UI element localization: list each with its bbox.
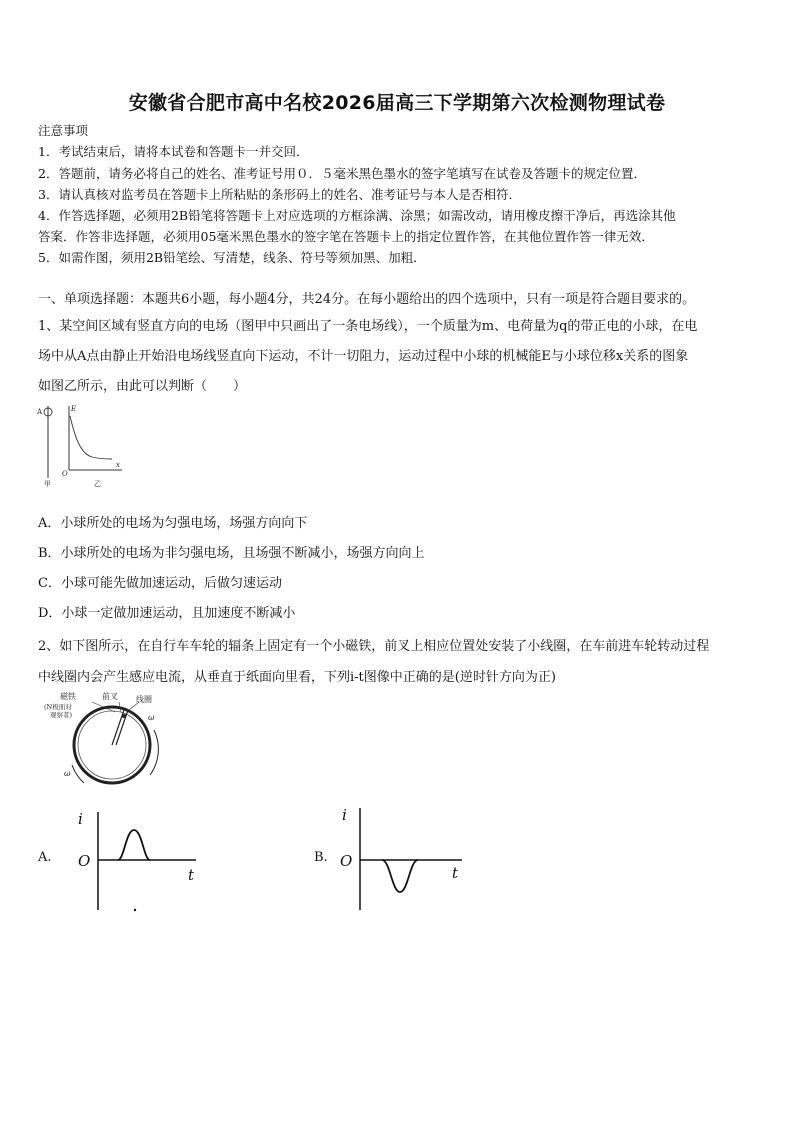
option-d: D．小球一定做加速运动，且加速度不断减小 bbox=[38, 606, 296, 621]
question-1-figure bbox=[34, 400, 144, 492]
question-1-line: 如图乙所示，由此可以判断（ ） bbox=[38, 379, 247, 394]
answer-b-graph bbox=[330, 800, 470, 915]
page-title: 安徽省合肥市高中名校2026届高三下学期第六次检测物理试卷 bbox=[128, 92, 666, 114]
question-1-line: 场中从A点由静止开始沿电场线竖直向下运动，不计一切阻力，运动过程中小球的机械能E与小球位移x关系的图象 bbox=[38, 349, 689, 364]
origin-label: O bbox=[78, 852, 91, 870]
current-pulse-negative bbox=[382, 860, 418, 892]
question-2-line: 2、如下图所示，在自行车车轮的辐条上固定有一个小磁铁，前叉上相应位置处安装了小线圈，在车前进车轮转动过程 bbox=[38, 639, 710, 654]
magnet-note-2: 观察者) bbox=[50, 711, 73, 719]
omega-label-left: ω bbox=[64, 769, 71, 778]
bicycle-wheel-figure bbox=[32, 690, 167, 790]
notice-heading: 注意事项 bbox=[38, 123, 89, 138]
notice-item: 3．请认真核对监考员在答题卡上所粘贴的条形码上的姓名、准考证号与本人是否相符． bbox=[38, 187, 521, 202]
option-b: B．小球所处的电场为非匀强电场，且场强不断减小，场强方向向上 bbox=[38, 546, 425, 561]
figure-jia-label: 甲 bbox=[44, 480, 51, 488]
origin-label: O bbox=[340, 852, 353, 870]
origin-label: O bbox=[62, 470, 68, 478]
fork-label: 前叉 bbox=[102, 692, 118, 701]
notice-item: 4．作答选择题，必须用2B铅笔将答题卡上对应选项的方框涂满、涂黑；如需改动，请用橡皮擦干净后，再选涂其他 bbox=[38, 208, 676, 223]
notice-item: 1．考试结束后，请将本试卷和答题卡一并交回． bbox=[38, 144, 309, 159]
axis-i-label: i bbox=[342, 806, 347, 824]
answer-a-label: A. bbox=[38, 850, 52, 865]
option-a: A．小球所处的电场为匀强电场，场强方向向下 bbox=[38, 516, 308, 531]
question-2-line: 中线圈内会产生感应电流，从垂直于纸面向里看，下列i-t图像中正确的是(逆时针方向为正) bbox=[38, 670, 556, 685]
magnet-note-1: (N极面对 bbox=[44, 703, 72, 711]
point-a-label: A bbox=[37, 408, 43, 416]
question-1-line: 1、某空间区域有竖直方向的电场（图甲中只画出了一条电场线），一个质量为m、电荷量为q的带正电的小球，在电 bbox=[38, 319, 698, 334]
axis-i-label: i bbox=[78, 810, 83, 828]
magnet-label: 磁铁 bbox=[60, 692, 76, 701]
axis-t-label: t bbox=[188, 866, 195, 884]
figure-yi-label: 乙 bbox=[94, 480, 101, 488]
axis-x-label: x bbox=[116, 461, 120, 469]
answer-a-graph bbox=[66, 800, 206, 915]
current-pulse-positive bbox=[118, 830, 150, 860]
section-heading: 一、单项选择题：本题共6小题，每小题4分，共24分。在每小题给出的四个选项中，只有一项是符合题目要求的。 bbox=[38, 292, 696, 307]
notice-item: 答案．作答非选择题，必须用05毫米黑色墨水的签字笔在答题卡上的指定位置作答，在其他位置作答一律无效． bbox=[38, 229, 654, 244]
coil-label: 线圈 bbox=[136, 695, 152, 704]
notice-item: 5．如需作图，须用2B铅笔绘、写清楚，线条、符号等须加黑、加粗． bbox=[38, 250, 426, 265]
option-c: C．小球可能先做加速运动，后做匀速运动 bbox=[38, 576, 282, 591]
notice-item: 2．答题前，请务必将自己的姓名、准考证号用０．５毫米黑色墨水的签字笔填写在试卷及答题卡的规定位置． bbox=[38, 166, 646, 181]
omega-label-right: ω bbox=[148, 713, 155, 722]
axis-t-label: t bbox=[452, 864, 459, 882]
axis-e-label: E bbox=[71, 405, 77, 413]
answer-b-label: B. bbox=[314, 850, 328, 865]
energy-curve bbox=[70, 416, 112, 459]
